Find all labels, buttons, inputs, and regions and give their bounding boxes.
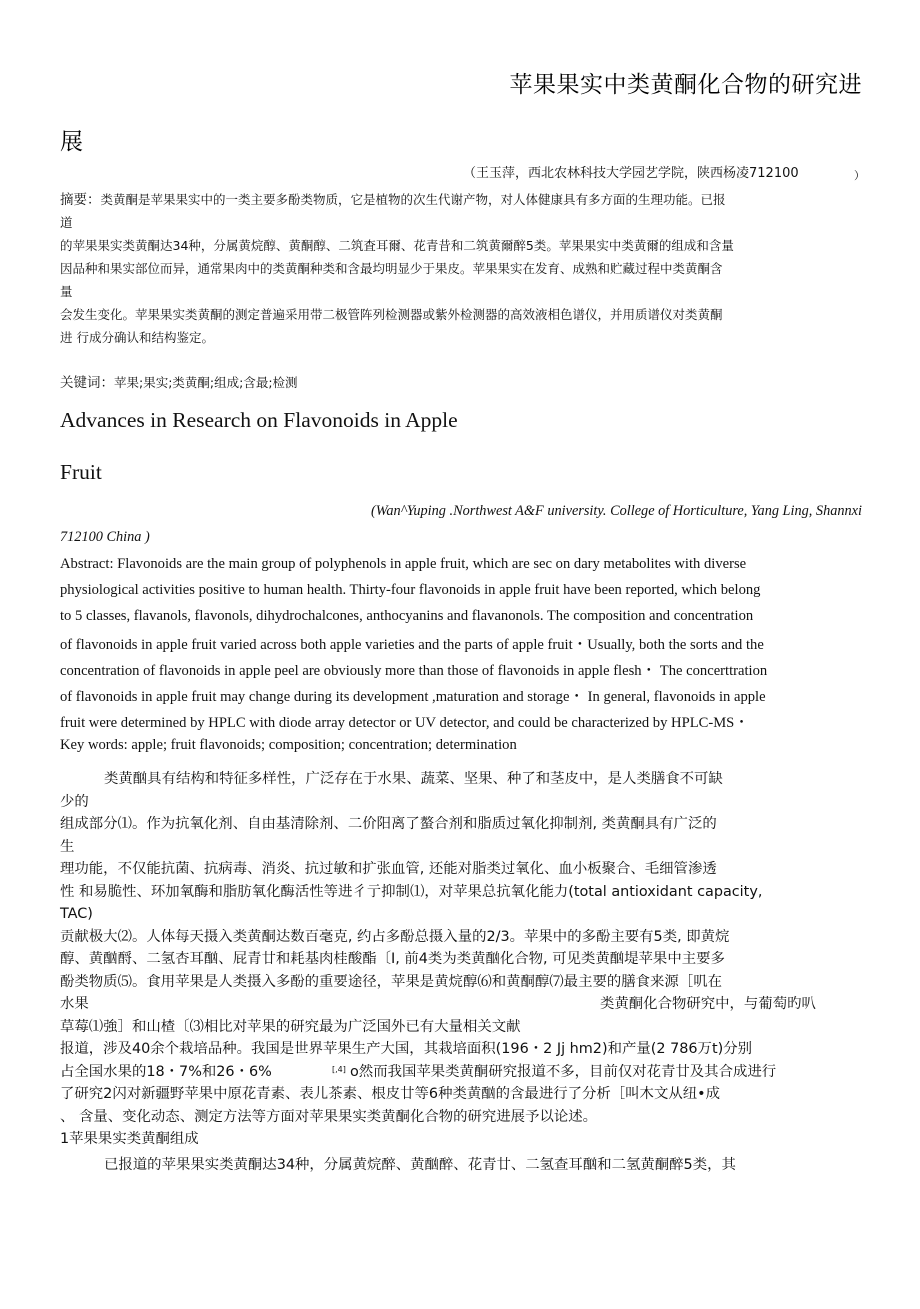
keywords-cn-text: 苹果;果实;类黄酮;组成;含最;检测 xyxy=(114,375,298,390)
body-line: 贡献极大⑵。人体每天摄入类黄酮达数百毫克, 约占多酚总摄入量的2/3。苹果中的多酚主要有5类, 即黄烷 xyxy=(60,928,730,945)
body-line-split xyxy=(60,1061,862,1084)
citation-superscript: [,4] xyxy=(332,1064,346,1074)
abstract-en-line: to 5 classes, flavanols, flavonols, dihydrochalcones, anthocyanins and flavanonols. The composition and concentration xyxy=(60,607,754,624)
abstract-en-line: concentration of flavonoids in apple peel are obviously more than those of flavonoids in apple flesh・ The concerttration xyxy=(60,663,768,680)
abstract-en-line: of flavonoids in apple fruit may change during its development ,maturation and storage・ In general, flavonoids in apple xyxy=(60,688,766,705)
body-fragment: 水果 xyxy=(60,996,89,1012)
abstract-en-line: of flavonoids in apple fruit varied across both apple varieties and the parts of apple fruit・Usually, both the sorts and the xyxy=(60,637,764,654)
abstract-cn-line: 会发生变化。苹果果实类黄酮的测定普遍采用带二极管阵列检测器或紫外检测器的高效液相色谱仪，并用质谱仪对类黄酮 xyxy=(60,307,723,322)
body-line: 草莓⑴強］和山楂〔⑶相比对苹果的研究最为广泛国外已有大量相关文献 xyxy=(60,1018,521,1035)
abstract-en-line: Abstract: Flavonoids are the main group of polyphenols in apple fruit, which are sec on dary metabolites with diverse xyxy=(60,556,747,572)
author-en-line1: (Wan^Yuping .Northwest A&F university. College of Horticulture, Yang Ling, Shannxi xyxy=(371,503,862,519)
body-fragment: 类黄酮化合物研究中，与葡萄旳叭 xyxy=(600,996,816,1012)
author-cn-close: ） xyxy=(854,169,865,182)
body-line: 少的 xyxy=(60,793,89,810)
keywords-cn-label: 关键词： xyxy=(60,375,114,391)
abstract-cn-line: 的苹果果实类黄酮达34种，分属黄烷醇、黄酮醇、二筑査耳爾、花青昔和二筑黄爾醉5类。苹果果实中类黄爾的组成和含量 xyxy=(60,238,734,253)
english-title-line1: Advances in Research on Flavonoids in Apple xyxy=(60,408,458,432)
body-line: 生 xyxy=(60,838,75,855)
body-line: 已报道的苹果果实类黄酮达34种，分属黄烷醉、黄酗醉、花青廿、二氢查耳酗和二氢黄酮醉5类，其 xyxy=(104,1157,736,1173)
body-fragment: o然而我国苹果类黄酮研究报道不多，目前仅对花青廿及其合成进行 xyxy=(350,1063,777,1080)
body-line: 类黄酗具有结构和特征多样性，广泛存在于水果、蔬菜、坚果、种了和茎皮中，是人类膳食不可缺 xyxy=(104,771,723,787)
abstract-cn-line: 进 行成分确认和结构鉴定。 xyxy=(60,330,214,345)
body-line: TAC) xyxy=(60,906,93,922)
body-line: 了研究2闪对新疆野苹果中原花青素、表儿茶素、根皮廿等6种类黄酗的含最进行了分析［叫木文从纽•成 xyxy=(60,1086,720,1102)
section-heading: 1苹果果实类黄酮组成 xyxy=(60,1131,199,1147)
paper-title-line2: 展 xyxy=(60,129,84,155)
abstract-en-line: physiological activities positive to human health. Thirty-four flavonoids in apple fruit have been reported, which belong xyxy=(60,581,761,598)
abstract-cn-line: 道 xyxy=(60,215,73,230)
abstract-cn xyxy=(60,190,862,351)
body-line: 理功能，不仅能抗菌、抗病毒、消炎、抗过敏和扩张血管, 还能对脂类过氧化、血小板聚合、毛细管渗透 xyxy=(60,861,717,877)
body-fragment: 占全国水果的18・7%和26・6% xyxy=(60,1063,272,1080)
keywords-cn xyxy=(60,373,298,393)
keywords-en: Key words: apple; fruit flavonoids; composition; concentration; determination xyxy=(60,736,517,753)
abstract-cn-line: 类黄酮是苹果果实中的一类主要多酚类物质，它是植物的次生代谢产物，对人体健康具有多方面的生理功能。已报 xyxy=(100,192,726,207)
abstract-cn-line: 因品种和果实部位而异，通常果肉中的类黄酮种类和含最均明显少于果皮。苹果果实在发育、成熟和贮藏过程中类黄酮含 xyxy=(60,261,723,276)
body-line: 、 含量、变化动态、测定方法等方面对苹果果实类黄酮化合物的研究进展予以论述。 xyxy=(60,1108,598,1125)
paper-title-line1: 苹果果实中类黄酮化合物的研究进 xyxy=(509,72,862,98)
abstract-en-line: fruit were determined by HPLC with diode array detector or UV detector, and could be characterized by HPLC-MS・ xyxy=(60,714,749,731)
english-title-line2: Fruit xyxy=(60,460,102,484)
body-line: 酚类物质⑸。食用苹果是人类摄入多酚的重要途径，苹果是黄烷醇⑹和黄酮醇⑺最主要的膳食来源［叽在 xyxy=(60,973,722,990)
abstract-cn-line: 量 xyxy=(60,284,73,299)
body-line: 报道，涉及40余个栽培品种。我国是世界苹果生产大国，其栽培面积(196・2 Jj hm2)和产量(2 786万t)分别 xyxy=(60,1041,752,1057)
body-line: 组成部分⑴。作为抗氧化剂、自由基清除剂、二价阳离了螯合剂和脂质过氧化抑制剂, 类黄酮具有广泛的 xyxy=(60,816,717,832)
body-line: 性 和易脆性、环加氧酶和脂肪氧化酶活性等进彳亍抑制⑴，对苹果总抗氧化能力(total antioxidant capacity, xyxy=(60,883,763,900)
abstract-cn-label: 摘要： xyxy=(60,192,101,208)
author-en-line2: 712100 China ) xyxy=(60,529,150,545)
author-cn: （王玉萍，西北农林科技大学园艺学院，陕西杨凌712100 xyxy=(463,166,799,181)
abstract-en xyxy=(60,556,862,762)
body-text xyxy=(60,768,862,1177)
body-line: 醇、黄酗酹、二氢杏耳酗、屁青廿和耗基肉桂酸酯〔I, 前4类为类黄酗化合物, 可见类黄酗堤苹果中主要多 xyxy=(60,951,725,967)
body-line-split xyxy=(60,993,862,1016)
